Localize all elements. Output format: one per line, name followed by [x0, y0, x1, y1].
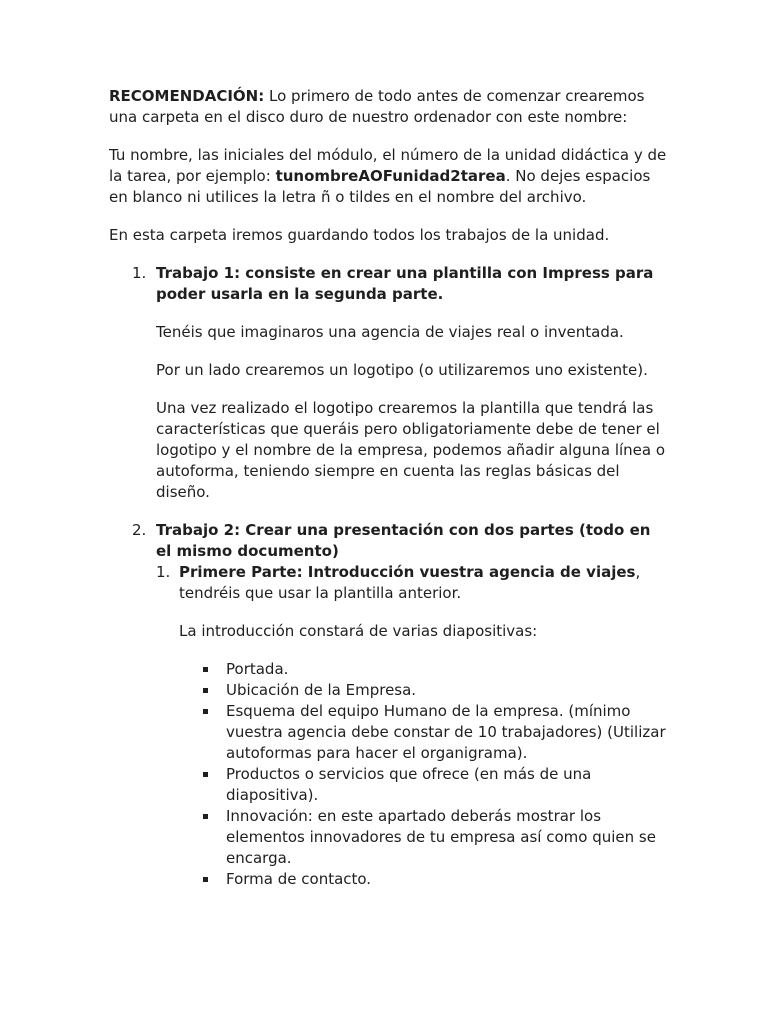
recommendation-text: Lo primero de todo antes de comenzar crearemos una carpeta en el disco duro de nuestro ordenador con este nombre:	[109, 87, 645, 126]
list-item-text: Forma de contacto.	[226, 870, 372, 888]
list-item-text: Esquema del equipo Humano de la empresa. (mínimo vuestra agencia debe constar de 10 trabajadores) (Utilizar autoformas para hacer el organigrama).	[226, 702, 666, 762]
square-bullet-icon	[203, 709, 208, 714]
naming-paragraph	[109, 145, 669, 208]
task-1-number: 1.	[132, 264, 147, 282]
list-item	[226, 701, 669, 764]
square-bullet-icon	[203, 688, 208, 693]
part-1-heading	[179, 562, 669, 604]
task-2-part-1	[133, 562, 669, 890]
list-item	[226, 680, 669, 701]
list-item-text: Ubicación de la Empresa.	[226, 681, 417, 699]
list-item-text: Innovación: en este apartado deberás mostrar los elementos innovadores de tu empresa así como quien se encarga.	[226, 807, 656, 867]
task-1-heading-text: Trabajo 1: consiste en crear una plantilla con Impress para poder usarla en la segunda parte.	[156, 264, 654, 303]
task-1	[109, 263, 669, 503]
square-bullet-icon	[203, 772, 208, 777]
list-item	[226, 869, 669, 890]
recommendation-label: RECOMENDACIÓN:	[109, 87, 265, 105]
folder-paragraph: En esta carpeta iremos guardando todos los trabajos de la unidad.	[109, 226, 610, 244]
part-1-number: 1.	[156, 563, 171, 581]
document-page	[109, 86, 669, 890]
square-bullet-icon	[203, 667, 208, 672]
part-1-heading-rest: , tendréis que usar la plantilla anterior.	[179, 563, 641, 602]
part-1-intro: La introducción constará de varias diapositivas:	[179, 622, 538, 640]
task-2-heading	[156, 520, 669, 562]
list-item	[226, 764, 669, 806]
task-2-heading-text: Trabajo 2: Crear una presentación con dos partes (todo en el mismo documento)	[156, 521, 651, 560]
square-bullet-icon	[203, 814, 208, 819]
task-2	[109, 520, 669, 890]
list-item-text: Productos o servicios que ofrece (en más de una diapositiva).	[226, 765, 592, 804]
naming-example: tunombreAOFunidad2tarea	[275, 167, 506, 185]
list-item	[226, 806, 669, 869]
task-1-heading	[156, 263, 669, 305]
part-1-heading-bold: Primere Parte: Introducción vuestra agencia de viajes	[179, 563, 636, 581]
task-1-paragraph-1: Tenéis que imaginaros una agencia de viajes real o inventada.	[156, 323, 624, 341]
recommendation-paragraph	[109, 86, 669, 128]
naming-text-2: . No dejes espacios en blanco ni utilices la letra ñ o tildes en el nombre del archivo.	[109, 167, 651, 206]
square-bullet-icon	[203, 877, 208, 882]
slides-list	[179, 659, 669, 890]
task-2-number: 2.	[132, 521, 147, 539]
list-item-text: Portada.	[226, 660, 289, 678]
list-item	[226, 659, 669, 680]
task-1-paragraph-2: Por un lado crearemos un logotipo (o utilizaremos uno existente).	[156, 361, 648, 379]
naming-text-1: Tu nombre, las iniciales del módulo, el número de la unidad didáctica y de la tarea, por ejemplo:	[109, 146, 667, 185]
task-1-paragraph-3: Una vez realizado el logotipo crearemos la plantilla que tendrá las características que queráis pero obligatoriamente debe de tener el logotipo y el nombre de la empresa, podemos añadir alguna línea o autoforma, teniendo siempre en cuenta las reglas básicas del diseño.	[156, 399, 666, 501]
